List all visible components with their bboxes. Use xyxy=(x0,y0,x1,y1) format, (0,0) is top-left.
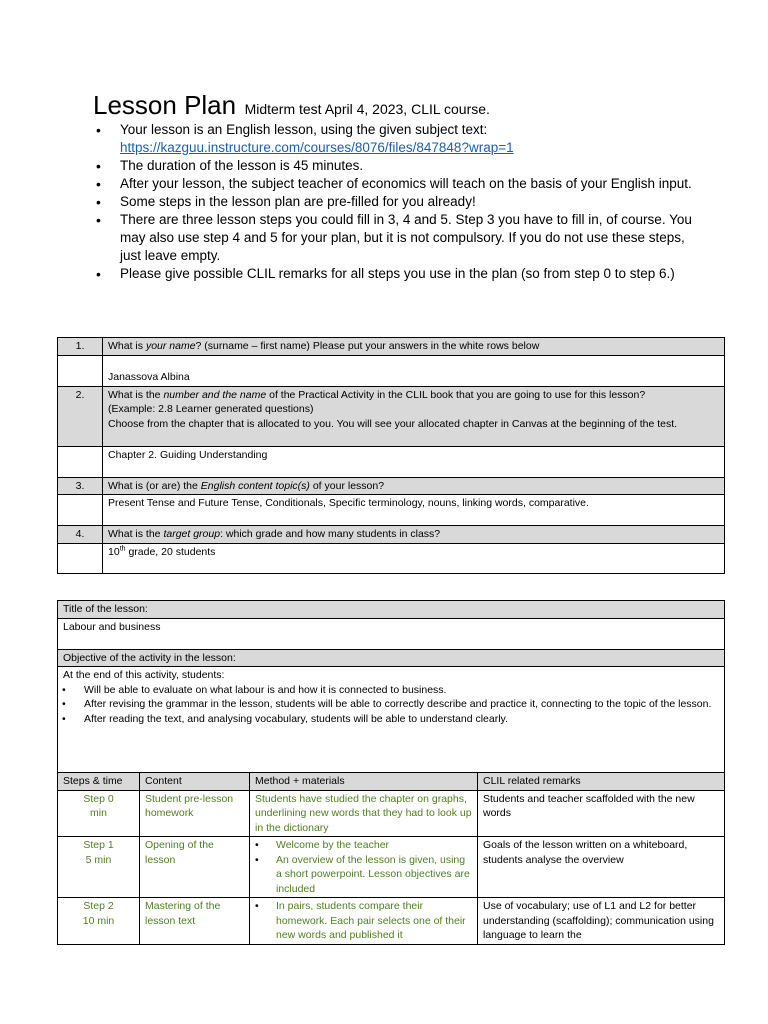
question-text: What is your name? (surname – first name) Please put your answers in the white rows below xyxy=(103,338,725,356)
answer-text[interactable]: Chapter 2. Guiding Understanding xyxy=(103,446,725,477)
question-row xyxy=(58,386,725,446)
step-row xyxy=(58,898,725,945)
objective-item: • After revising the grammar in the lesson, students will be able to correctly describe and practice it, connecting to the topic of the lesson. xyxy=(63,697,719,712)
method-item: • An overview of the lesson is given, using a short powerpoint. Lesson objectives are included xyxy=(255,853,472,897)
step-content: Mastering of the lesson text xyxy=(140,898,250,945)
step-method: Students have studied the chapter on graphs, underlining new words that they had to look up in the dictionary xyxy=(250,790,478,837)
step-time: Step 1 5 min xyxy=(58,837,140,898)
lesson-table xyxy=(57,600,725,945)
question-row xyxy=(58,526,725,544)
answer-text[interactable]: Present Tense and Future Tense, Conditionals, Specific terminology, nouns, linking words, comparative. xyxy=(103,495,725,526)
objective-list xyxy=(63,683,719,727)
question-text: What is the number and the name of the Practical Activity in the CLIL book that you are going to use for this lesson? (Example: 2.8 Learner generated questions) Choose from the chapter that is allocated to you. You will see your allocated chapter in Canvas at the beginning of the test. xyxy=(103,386,725,446)
instructions-list xyxy=(92,121,692,283)
lesson-title-label-row xyxy=(58,601,725,619)
column-header: CLIL related remarks xyxy=(478,773,725,791)
answer-row xyxy=(58,446,725,477)
step-content: Opening of the lesson xyxy=(140,837,250,898)
question-number: 3. xyxy=(58,477,103,495)
method-list xyxy=(255,899,472,943)
instruction-item: • Your lesson is an English lesson, using the given subject text: https://kazguu.instructure.com/courses/8076/files/847848?wrap=1 xyxy=(92,121,692,157)
step-row xyxy=(58,790,725,837)
answer-row xyxy=(58,355,725,386)
question-number: 1. xyxy=(58,338,103,356)
step-remarks[interactable]: Use of vocabulary; use of L1 and L2 for better understanding (scaffolding); communication using language to learn the xyxy=(478,898,725,945)
column-header: Content xyxy=(140,773,250,791)
instruction-item: • The duration of the lesson is 45 minutes. xyxy=(92,157,692,175)
objective-label: Objective of the activity in the lesson: xyxy=(58,649,725,667)
objective-item: • Will be able to evaluate on what labour is and how it is connected to business. xyxy=(63,683,719,698)
instruction-item: • Some steps in the lesson plan are pre-filled for you already! xyxy=(92,193,692,211)
step-time: Step 0 min xyxy=(58,790,140,837)
objective-row xyxy=(58,667,725,773)
answer-text[interactable]: 10th grade, 20 students xyxy=(103,543,725,573)
question-row xyxy=(58,338,725,356)
questions-table xyxy=(57,337,725,574)
method-item: • Welcome by the teacher xyxy=(255,838,472,853)
instruction-item: • After your lesson, the subject teacher of economics will teach on the basis of your English input. xyxy=(92,175,692,193)
step-remarks[interactable]: Students and teacher scaffolded with the new words xyxy=(478,790,725,837)
step-row xyxy=(58,837,725,898)
question-number: 2. xyxy=(58,386,103,446)
page-title: Lesson Plan xyxy=(93,90,237,120)
column-header: Steps & time xyxy=(58,773,140,791)
question-row xyxy=(58,477,725,495)
objective-item: • After reading the text, and analysing vocabulary, students will be able to understand clearly. xyxy=(63,712,719,727)
objective-label-row xyxy=(58,649,725,667)
step-content: Student pre-lesson homework xyxy=(140,790,250,837)
page-subtitle: Midterm test April 4, 2023, CLIL course. xyxy=(244,101,490,117)
step-remarks[interactable]: Goals of the lesson written on a whiteboard, students analyse the overview xyxy=(478,837,725,898)
subject-text-link[interactable]: https://kazguu.instructure.com/courses/8076/files/847848?wrap=1 xyxy=(120,140,514,155)
question-text: What is (or are) the English content topic(s) of your lesson? xyxy=(103,477,725,495)
lesson-title-row xyxy=(58,618,725,649)
instruction-item: • There are three lesson steps you could fill in 3, 4 and 5. Step 3 you have to fill in, of course. You may also use step 4 and 5 for your plan, but it is not compulsory. If you do not use these steps, just leave empty. xyxy=(92,211,692,265)
objective-intro: At the end of this activity, students: xyxy=(63,669,225,681)
steps-header-row xyxy=(58,773,725,791)
step-method xyxy=(250,837,478,898)
answer-row xyxy=(58,543,725,573)
instruction-item: • Please give possible CLIL remarks for all steps you use in the plan (so from step 0 to step 6.) xyxy=(92,265,692,283)
answer-row xyxy=(58,495,725,526)
lesson-title-label: Title of the lesson: xyxy=(58,601,725,619)
answer-text[interactable]: Janassova Albina xyxy=(103,355,725,386)
objective-content[interactable] xyxy=(58,667,725,773)
question-number: 4. xyxy=(58,526,103,544)
lesson-title-value[interactable]: Labour and business xyxy=(58,618,725,649)
method-list xyxy=(255,838,472,896)
step-time: Step 2 10 min xyxy=(58,898,140,945)
column-header: Method + materials xyxy=(250,773,478,791)
step-method xyxy=(250,898,478,945)
page-heading xyxy=(93,90,733,121)
method-item: • In pairs, students compare their homework. Each pair selects one of their new words and published it xyxy=(255,899,472,943)
question-text: What is the target group: which grade and how many students in class? xyxy=(103,526,725,544)
